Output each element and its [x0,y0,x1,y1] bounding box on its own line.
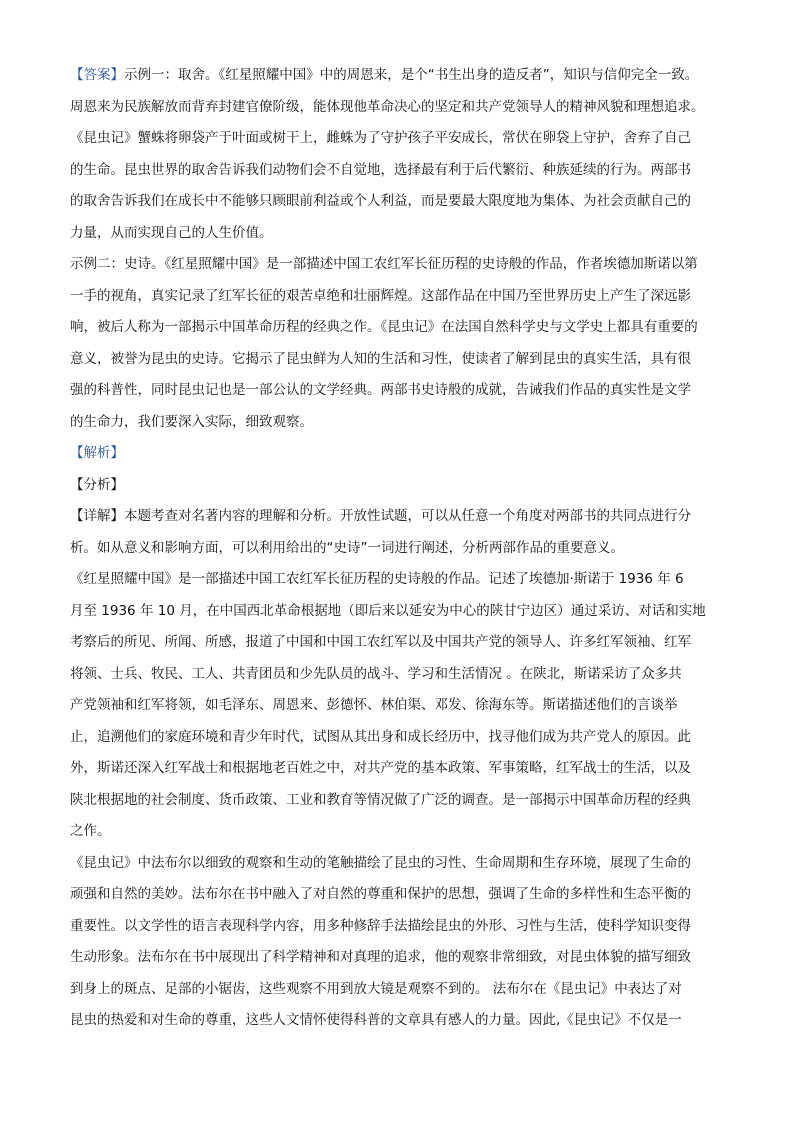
answer-tag: 【答案】 [70,67,124,83]
detail-line-16: 到身上的斑点、足部的小锯齿，这些观察不用到放大镜是观察不到的。 法布尔在《昆虫记》中表达了对 [70,980,682,997]
detail-line-8: 止，追溯他们的家庭环境和青少年时代，试图从其出身和成长经历中，找寻他们成为共产党人的原因。此 [70,728,691,745]
answer-line-4: 的生命。昆虫世界的取舍告诉我们动物们会不自觉地，选择最有利于后代繁衍、种族延续的行为。两部书 [70,161,691,178]
answer-line-3: 《昆虫记》蟹蛛将卵袋产于叶面或树干上，雌蛛为了守护孩子平安成长，常伏在卵袋上守护，舍弃了自己 [70,130,691,146]
detail-line-12: 《昆虫记》中法布尔以细致的观察和生动的笔触描绘了昆虫的习性、生命周期和生存环境，展现了生命的 [70,854,691,871]
answer-line-11: 强的科普性，同时昆虫记也是一部公认的文学经典。两部书史诗般的成就，告诫我们作品的真实性是文学 [70,382,691,398]
fenxi-tag: 【分析】 [70,476,124,493]
answer-text: 示例一：取舍。《红星照耀中国》中的周恩来，是个“书生出身的造反者”，知识与信仰完全一致。 [124,67,699,83]
detail-line-6: 将领、士兵、牧民、工人、共青团员和少先队员的战斗、学习和生活情况 。在陕北，斯诺采访了众多共 [70,665,682,682]
answer-line-12: 的生命力，我们要深入实际，细致观察。 [70,413,313,430]
analysis-tag: 【解析】 [70,445,124,461]
detail-text: 本题考查对名著内容的理解和分析。开放性试题，可以从任意一个角度对两部书的共同点进行分 [124,508,691,524]
detail-line-5: 考察后的所见、所闻、所感，报道了中国和中国工农红军以及中国共产党的领导人、许多红军领袖、红军 [70,634,691,650]
document-page [70,60,730,1037]
detail-line-15: 生动形象。法布尔在书中展现出了科学精神和对真理的追求，他的观察非常细致，对昆虫体貌的描写细致 [70,949,691,965]
detail-line-2: 析。如从意义和影响方面，可以利用给出的“史诗”一词进行阐述，分析两部作品的重要意义。 [70,539,624,556]
detail-line-13: 顽强和自然的美妙。法布尔在书中融入了对自然的尊重和保护的思想，强调了生命的多样性和生态平衡的 [70,886,691,902]
detail-line-7: 产党领袖和红军将领，如毛泽东、周恩来、彭德怀、林伯渠、邓发、徐海东等。斯诺描述他们的言谈举 [70,697,678,713]
analysis-heading [70,438,730,470]
answer-line-1 [70,60,730,92]
answer-line-9: 响，被后人称为一部揭示中国革命历程的经典之作。《昆虫记》在法国自然科学史与文学史上都具有重要的 [70,319,698,335]
detail-line-4: 月至 1936 年 10 月，在中国西北革命根据地（即后来以延安为中心的陕甘宁边区）通过采访、对话和实地 [70,602,706,619]
answer-line-8: 一手的视角，真实记录了红军长征的艰苦卓绝和壮丽辉煌。这部作品在中国乃至世界历史上产生了深远影 [70,287,691,304]
detail-tag: 【详解】 [70,508,124,524]
detail-line-11: 之作。 [70,823,111,839]
answer-line-7: 示例二：史诗。《红星照耀中国》是一部描述中国工农红军长征历程的史诗般的作品，作者埃德加斯诺以第 [70,256,698,272]
detail-line-1 [70,501,730,533]
fenxi-heading [70,470,730,502]
answer-line-10: 意义，被誉为昆虫的史诗。它揭示了昆虫鲜为人知的生活和习性，使读者了解到昆虫的真实生活，具有很 [70,350,691,367]
detail-line-14: 重要性。以文学性的语言表现科学内容，用多种修辞手法描绘昆虫的外形、习性与生活，使科学知识变得 [70,917,691,934]
answer-line-2: 周恩来为民族解放而背弃封建官僚阶级，能体现他革命决心的坚定和共产党领导人的精神风貌和理想追求。 [70,98,705,115]
answer-line-6: 力量，从而实现自己的人生价值。 [70,224,273,241]
detail-line-9: 外，斯诺还深入红军战士和根据地老百姓之中，对共产党的基本政策、军事策略，红军战士的生活，以及 [70,760,691,776]
detail-line-17: 昆虫的热爱和对生命的尊重，这些人文情怀使得科普的文章具有感人的力量。因此,《昆虫记》不仅是一 [70,1012,682,1028]
detail-line-10: 陕北根据地的社会制度、货币政策、工业和教育等情况做了广泛的调查。是一部揭示中国革命历程的经典 [70,791,691,808]
answer-line-5: 的取舍告诉我们在成长中不能够只顾眼前利益或个人利益，而是要最大限度地为集体、为社会贡献自己的 [70,193,691,209]
detail-line-3: 《红星照耀中国》是一部描述中国工农红军长征历程的史诗般的作品。记述了埃德加·斯诺于 1936 年 6 [70,571,684,587]
